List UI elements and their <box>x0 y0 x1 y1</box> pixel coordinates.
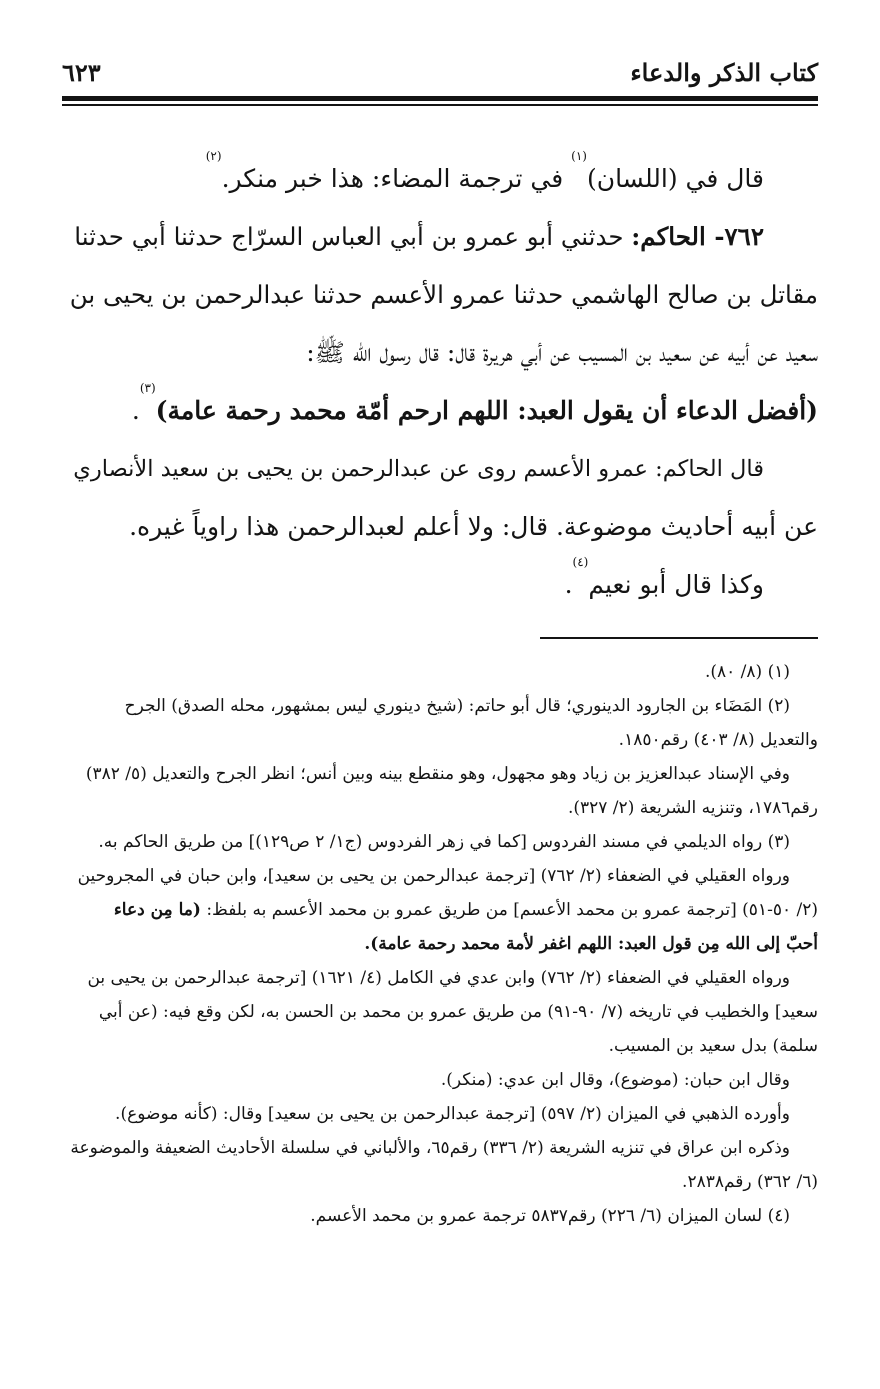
quoted-hadith-line: أحبّ إلى الله مِن قول العبد: اللهم اغفر لأمة محمد رحمة عامة). <box>364 934 818 954</box>
footnote-ref[interactable]: (١) <box>571 149 587 163</box>
footnote-line: وفي الإسناد عبدالعزيز بن زياد وهو مجهول، وهو منقطع بينه وبين أنس؛ انظر الجرح والتعديل (٥/ ٣٨٢) <box>85 764 790 784</box>
footnote-2: (٢) المَضَاء بن الجارود الدينوري؛ قال أبو حاتم: (شيخ دينوري ليس بمشهور، محله الصدق) الجرح <box>124 696 790 716</box>
footnote-3: (٣) رواه الديلمي في مسند الفردوس [كما في زهر الفردوس (ج١/ ٢ ص١٢٩)] من طريق الحاكم به. <box>98 832 790 852</box>
text-segment: (٢/ ٥٠-٥١) [ترجمة عمرو بن محمد الأعسم] من طريق عمرو بن محمد الأعسم به بلفظ: <box>200 900 818 920</box>
footnote-line: ورواه العقيلي في الضعفاء (٢/ ٧٦٢) [ترجمة عبدالرحمن بن يحيى بن سعيد]، وابن حبان في المجروحين <box>77 866 790 886</box>
chapter-title: كتاب الذكر والدعاء <box>630 58 818 87</box>
footnote-line: وقال ابن حبان: (موضوع)، وقال ابن عدي: (منكر). <box>440 1070 790 1090</box>
footnote-ref[interactable]: (٣) <box>139 381 156 395</box>
comment-line: عن أبيه أحاديث موضوعة. قال: ولا أعلم لعبدالرحمن هذا راوياً غيره. <box>129 512 818 541</box>
page-header <box>62 44 818 96</box>
comment-line <box>62 556 818 614</box>
paragraph-lisan <box>62 150 818 208</box>
footnote-line <box>62 893 818 927</box>
footnote-line: ورواه العقيلي في الضعفاء (٢/ ٧٦٢) وابن عدي في الكامل (٤/ ١٦٢١) [ترجمة عبدالرحمن بن يحيى بن <box>87 968 790 988</box>
text-segment: قال في (اللسان) <box>586 164 764 193</box>
main-text <box>62 150 818 614</box>
header-rule-thick <box>62 96 818 101</box>
text-segment: حدثني أبو عمرو بن أبي العباس السرّاج حدثنا أبي حدثنا <box>74 222 632 251</box>
hadith-text: (أفضل الدعاء أن يقول العبد: اللهم ارحم أمّة محمد رحمة عامة) <box>155 396 818 425</box>
footnote-separator <box>540 637 818 639</box>
footnote-ref[interactable]: (٢) <box>205 149 222 163</box>
footnote-line: سعيد] والخطيب في تاريخه (٧/ ٩٠-٩١) من طريق عمرو بن محمد بن الحسن به، لكن وقع فيه: (عن أبي <box>98 1002 818 1022</box>
footnote-line: سلمة) بدل سعيد بن المسيب. <box>608 1036 818 1056</box>
footnote-line: وأورده الذهبي في الميزان (٢/ ٥٩٧) [ترجمة عبدالرحمن بن يحيى بن سعيد] وقال: (كأنه موضوع). <box>115 1104 790 1124</box>
text-segment: . <box>131 396 140 425</box>
hadith-line <box>62 208 818 266</box>
footnote-line: والتعديل (٨/ ٤٠٣) رقم١٨٥٠. <box>618 730 818 750</box>
text-segment: في ترجمة المضاء: هذا خبر منكر. <box>221 164 572 193</box>
text-segment: . <box>564 570 573 599</box>
footnote-line: (٦/ ٣٦٢) رقم٢٨٣٨. <box>682 1172 818 1192</box>
hadith-line: مقاتل بن صالح الهاشمي حدثنا عمرو الأعسم حدثنا عبدالرحمن بن يحيى بن <box>69 280 818 309</box>
footnote-ref[interactable]: (٤) <box>572 555 589 569</box>
hadith-line <box>62 382 818 440</box>
quoted-hadith: (ما مِن دعاء <box>113 900 201 920</box>
page-number: ٦٢٣ <box>62 58 101 87</box>
comment-line: قال الحاكم: عمرو الأعسم روى عن عبدالرحمن بن يحيى بن سعيد الأنصاري <box>73 456 764 482</box>
footnote-1: (١) (٨/ ٨٠). <box>704 662 790 682</box>
text-segment: وكذا قال أبو نعيم <box>588 570 764 599</box>
footnotes <box>62 655 818 1233</box>
footnote-line: رقم١٧٨٦، وتنزيه الشريعة (٢/ ٣٢٧). <box>567 798 818 818</box>
footnote-4: (٤) لسان الميزان (٦/ ٢٢٦) رقم٥٨٣٧ ترجمة عمرو بن محمد الأعسم. <box>310 1206 790 1226</box>
hadith-line: سعيد عن أبيه عن سعيد بن المسيب عن أبي هريرة قال: قال رسول الله ﷺ: <box>306 338 818 367</box>
hadith-number: ٧٦٢- الحاكم: <box>631 222 764 251</box>
footnote-line: وذكره ابن عراق في تنزيه الشريعة (٢/ ٣٣٦) رقم٦٥، والألباني في سلسلة الأحاديث الضعيفة والموضوعة <box>70 1138 790 1158</box>
header-rule-thin <box>62 104 818 106</box>
